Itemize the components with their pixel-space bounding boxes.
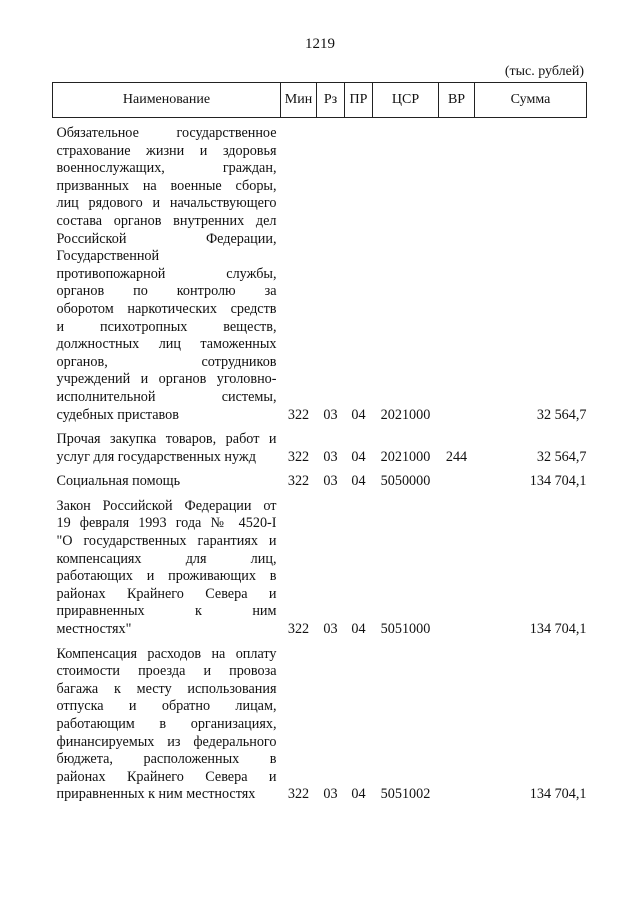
row-name-line: противопожарной службы, bbox=[56, 265, 277, 282]
row-sum: 134 704,1 bbox=[529, 621, 587, 638]
row-name-line: районах Крайнего Севера и bbox=[56, 768, 277, 785]
row-min: 322 bbox=[287, 786, 310, 803]
row-sum: 32 564,7 bbox=[536, 448, 587, 465]
row-vr: 244 bbox=[445, 448, 468, 465]
row-name-line: Социальная помощь bbox=[56, 473, 181, 490]
units-label: (тыс. рублей) bbox=[504, 64, 584, 79]
row-name-line: состава органов внутренних дел bbox=[56, 212, 277, 229]
row-name-line: учреждений и органов уголовно- bbox=[56, 371, 277, 388]
row-name-line: судебных приставов bbox=[56, 406, 179, 423]
row-name bbox=[53, 424, 281, 466]
header-pr: ПР bbox=[345, 83, 373, 118]
row-name-line: должностных лиц таможенных bbox=[56, 336, 277, 353]
table-header-row bbox=[53, 83, 587, 118]
row-vr bbox=[439, 491, 475, 639]
row-name-line: финансируемых из федерального bbox=[56, 733, 277, 750]
row-min: 322 bbox=[287, 621, 310, 638]
row-name-line: работающих и проживающих в bbox=[56, 568, 277, 585]
row-name-line: приравненных к ним местностях bbox=[56, 786, 256, 803]
row-min: 322 bbox=[287, 473, 310, 490]
row-csr: 2021000 bbox=[380, 448, 431, 465]
row-rz: 03 bbox=[323, 473, 338, 490]
row-name-line: страхование жизни и здоровья bbox=[56, 142, 277, 159]
row-vr bbox=[439, 118, 475, 425]
row-sum: 32 564,7 bbox=[536, 406, 587, 423]
header-sum: Сумма bbox=[475, 83, 587, 118]
row-name-line: оборотом наркотических средств bbox=[56, 300, 277, 317]
row-pr: 04 bbox=[351, 786, 366, 803]
row-csr: 5050000 bbox=[380, 473, 431, 490]
row-pr: 04 bbox=[351, 621, 366, 638]
row-name bbox=[53, 639, 281, 804]
row-vr bbox=[439, 466, 475, 491]
row-name bbox=[53, 491, 281, 639]
row-name-line: органов, сотрудников bbox=[56, 353, 277, 370]
page-number: 1219 bbox=[305, 36, 335, 52]
table-row bbox=[53, 466, 587, 491]
row-rz: 03 bbox=[323, 621, 338, 638]
row-name-line: бюджета, расположенных в bbox=[56, 751, 277, 768]
row-name-line: органов по контролю за bbox=[56, 283, 277, 300]
row-name-line: отпуска и обратно лицам, bbox=[56, 698, 277, 715]
row-name-line: районах Крайнего Севера и bbox=[56, 585, 277, 602]
row-name-line: Компенсация расходов на оплату bbox=[56, 645, 277, 662]
row-pr: 04 bbox=[351, 448, 366, 465]
table-row bbox=[53, 639, 587, 804]
row-name-line: Обязательное государственное bbox=[56, 125, 277, 141]
row-name-line: работающим в организациях, bbox=[56, 716, 277, 732]
row-name-line: местностях" bbox=[56, 621, 132, 638]
row-name-line: лиц рядового и начальствующего bbox=[56, 195, 277, 212]
row-name bbox=[53, 118, 281, 425]
row-name-line: компенсациях для лиц, bbox=[56, 550, 277, 567]
table-row bbox=[53, 424, 587, 466]
header-min: Мин bbox=[281, 83, 317, 118]
row-name-line: стоимости проезда и провоза bbox=[56, 663, 277, 680]
row-name-line: Закон Российской Федерации от bbox=[56, 497, 277, 514]
table-row bbox=[53, 118, 587, 425]
row-vr bbox=[439, 639, 475, 804]
row-name-line: и психотропных веществ, bbox=[56, 318, 277, 335]
row-rz: 03 bbox=[323, 786, 338, 803]
row-pr: 04 bbox=[351, 473, 366, 490]
row-name bbox=[53, 466, 281, 491]
row-name-line: исполнительной системы, bbox=[56, 388, 277, 405]
row-name-line: призванных на военные сборы, bbox=[56, 177, 277, 194]
row-rz: 03 bbox=[323, 406, 338, 423]
row-name-line: Прочая закупка товаров, работ и bbox=[56, 431, 277, 448]
row-name-line: багажа к месту использования bbox=[56, 680, 277, 697]
row-name-line: услуг для государственных нужд bbox=[56, 448, 256, 465]
row-name-line: Российской Федерации, bbox=[56, 230, 277, 247]
row-sum: 134 704,1 bbox=[529, 473, 587, 490]
row-rz: 03 bbox=[323, 448, 338, 465]
row-min: 322 bbox=[287, 406, 310, 423]
row-csr: 5051000 bbox=[380, 621, 431, 638]
budget-table bbox=[52, 82, 587, 804]
row-name-line: Государственной bbox=[56, 248, 160, 265]
row-csr: 2021000 bbox=[380, 406, 431, 423]
row-name-line: приравненных к ним bbox=[56, 603, 277, 620]
table-row bbox=[53, 491, 587, 639]
header-vr: ВР bbox=[439, 83, 475, 118]
header-name: Наименование bbox=[53, 83, 281, 118]
header-csr: ЦСР bbox=[373, 83, 439, 118]
header-rz: Рз bbox=[317, 83, 345, 118]
row-name-line: 19 февраля 1993 года № 4520-I bbox=[56, 515, 277, 532]
table-body bbox=[53, 118, 587, 804]
row-name-line: военнослужащих, граждан, bbox=[56, 160, 277, 177]
row-min: 322 bbox=[287, 448, 310, 465]
row-csr: 5051002 bbox=[380, 786, 431, 803]
row-sum: 134 704,1 bbox=[529, 786, 587, 803]
row-pr: 04 bbox=[351, 406, 366, 423]
row-name-line: "О государственных гарантиях и bbox=[56, 533, 277, 550]
